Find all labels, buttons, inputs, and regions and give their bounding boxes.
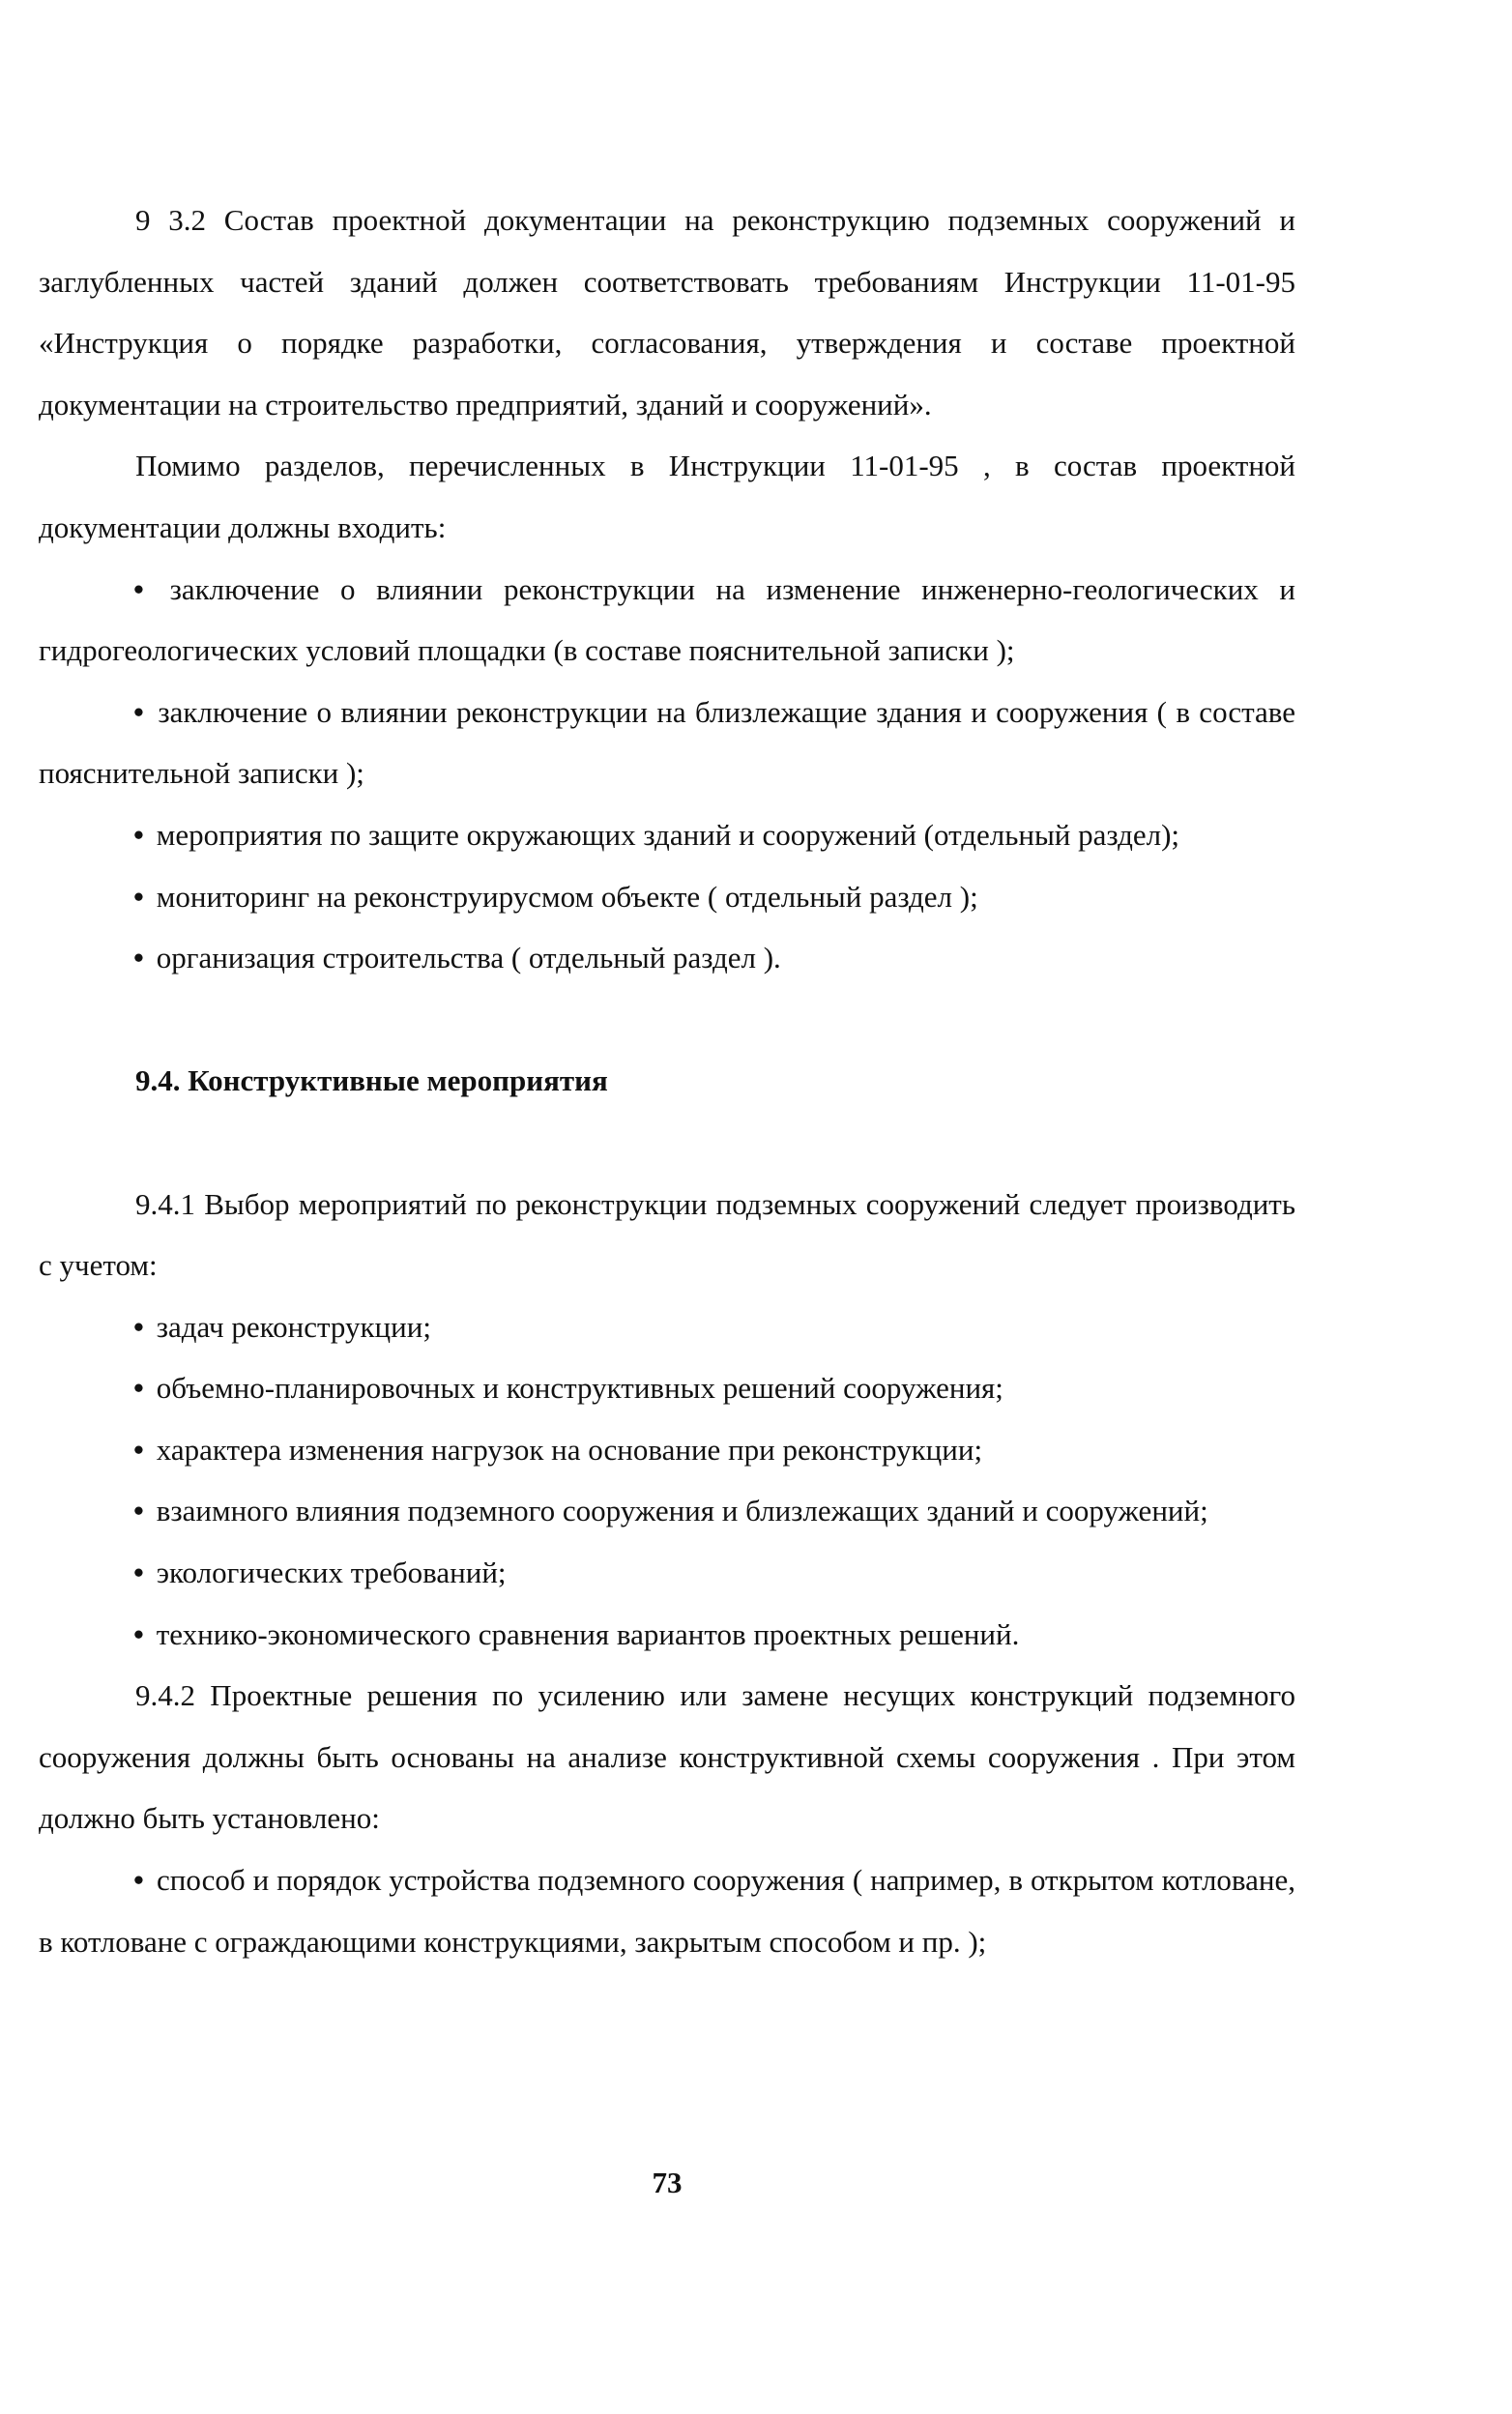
list-item-text: характера изменения нагрузок на основание при реконструкции; [156,1432,983,1467]
bullet-icon: • [133,1371,144,1406]
list-item-text: задач реконструкции; [156,1309,431,1344]
bullet-icon: • [133,1616,144,1651]
list-item [39,1357,1295,1419]
list-item [39,559,1295,682]
list-item [39,1604,1295,1666]
list-item-text: технико-экономического сравнения вариантов проектных решений. [156,1616,1020,1651]
list-item [39,804,1295,866]
list-item [39,1480,1295,1542]
paragraph-additional-sections: Помимо разделов, перечисленных в Инструкции 11-01-95 , в состав проектной документации должны входить: [39,449,1295,544]
spacer [39,1112,1295,1174]
list-item [39,682,1295,804]
list-item [39,1296,1295,1358]
list-item [39,866,1295,928]
section-heading: 9.4. Конструктивные мероприятия [135,1063,608,1098]
page-number: 73 [652,2166,683,2199]
list-item [39,1542,1295,1604]
bullet-icon: • [133,1863,144,1898]
bullet-icon: • [133,1494,144,1528]
bullet-icon: • [133,1432,144,1467]
bullet-icon: • [133,1556,144,1590]
list-item-text: экологических требований; [156,1556,507,1590]
list-item [39,1849,1295,1972]
bullet-icon: • [133,694,144,729]
list-item-text: заключение о влиянии реконструкции на изменение инженерно-геологических и гидрогеологических условий площадки (в составе пояснительной записки ); [39,571,1295,668]
list-item-text: заключение о влиянии реконструкции на близлежащие здания и сооружения ( в составе пояснительной записки ); [39,694,1296,791]
list-item-text: объемно-планировочных и конструктивных решений сооружения; [156,1371,1003,1406]
paragraph-9-3-2: 9 3.2 Состав проектной документации на реконструкцию подземных сооружений и заглубленных частей зданий должен соответствовать требованиям Инструкции 11-01-95 «Инструкция о порядке разработки, согласования, утверждения и составе проектной документации на строительство предприятий, зданий и сооружений». [39,203,1295,422]
spacer [39,989,1295,1051]
list-item [39,1419,1295,1481]
document-body [39,189,1295,1972]
list-item-text: взаимного влияния подземного сооружения и близлежащих зданий и сооружений; [156,1494,1208,1528]
bullet-icon: • [133,941,144,975]
bullet-icon: • [133,1309,144,1344]
paragraph-9-4-1: 9.4.1 Выбор мероприятий по реконструкции подземных сооружений следует производить с учетом: [39,1186,1295,1283]
list-item-text: мониторинг на реконструирусмом объекте ( отдельный раздел ); [156,879,978,914]
list-item-text: мероприятия по защите окружающих зданий и сооружений (отдельный раздел); [156,817,1180,852]
bullet-icon: • [133,571,144,606]
bullet-icon: • [133,817,144,852]
list-item [39,927,1295,989]
bullet-icon: • [133,879,144,914]
paragraph-9-4-2: 9.4.2 Проектные решения по усилению или замене несущих конструкций подземного сооружения должны быть основаны на анализе конструктивной схемы сооружения . При этом должно быть установлено: [39,1678,1295,1836]
list-item-text: организация строительства ( отдельный раздел ). [156,941,781,975]
list-item-text: способ и порядок устройства подземного сооружения ( например, в открытом котловане, в котловане с ограждающими конструкциями, закрытым способом и пр. ); [39,1863,1295,1959]
